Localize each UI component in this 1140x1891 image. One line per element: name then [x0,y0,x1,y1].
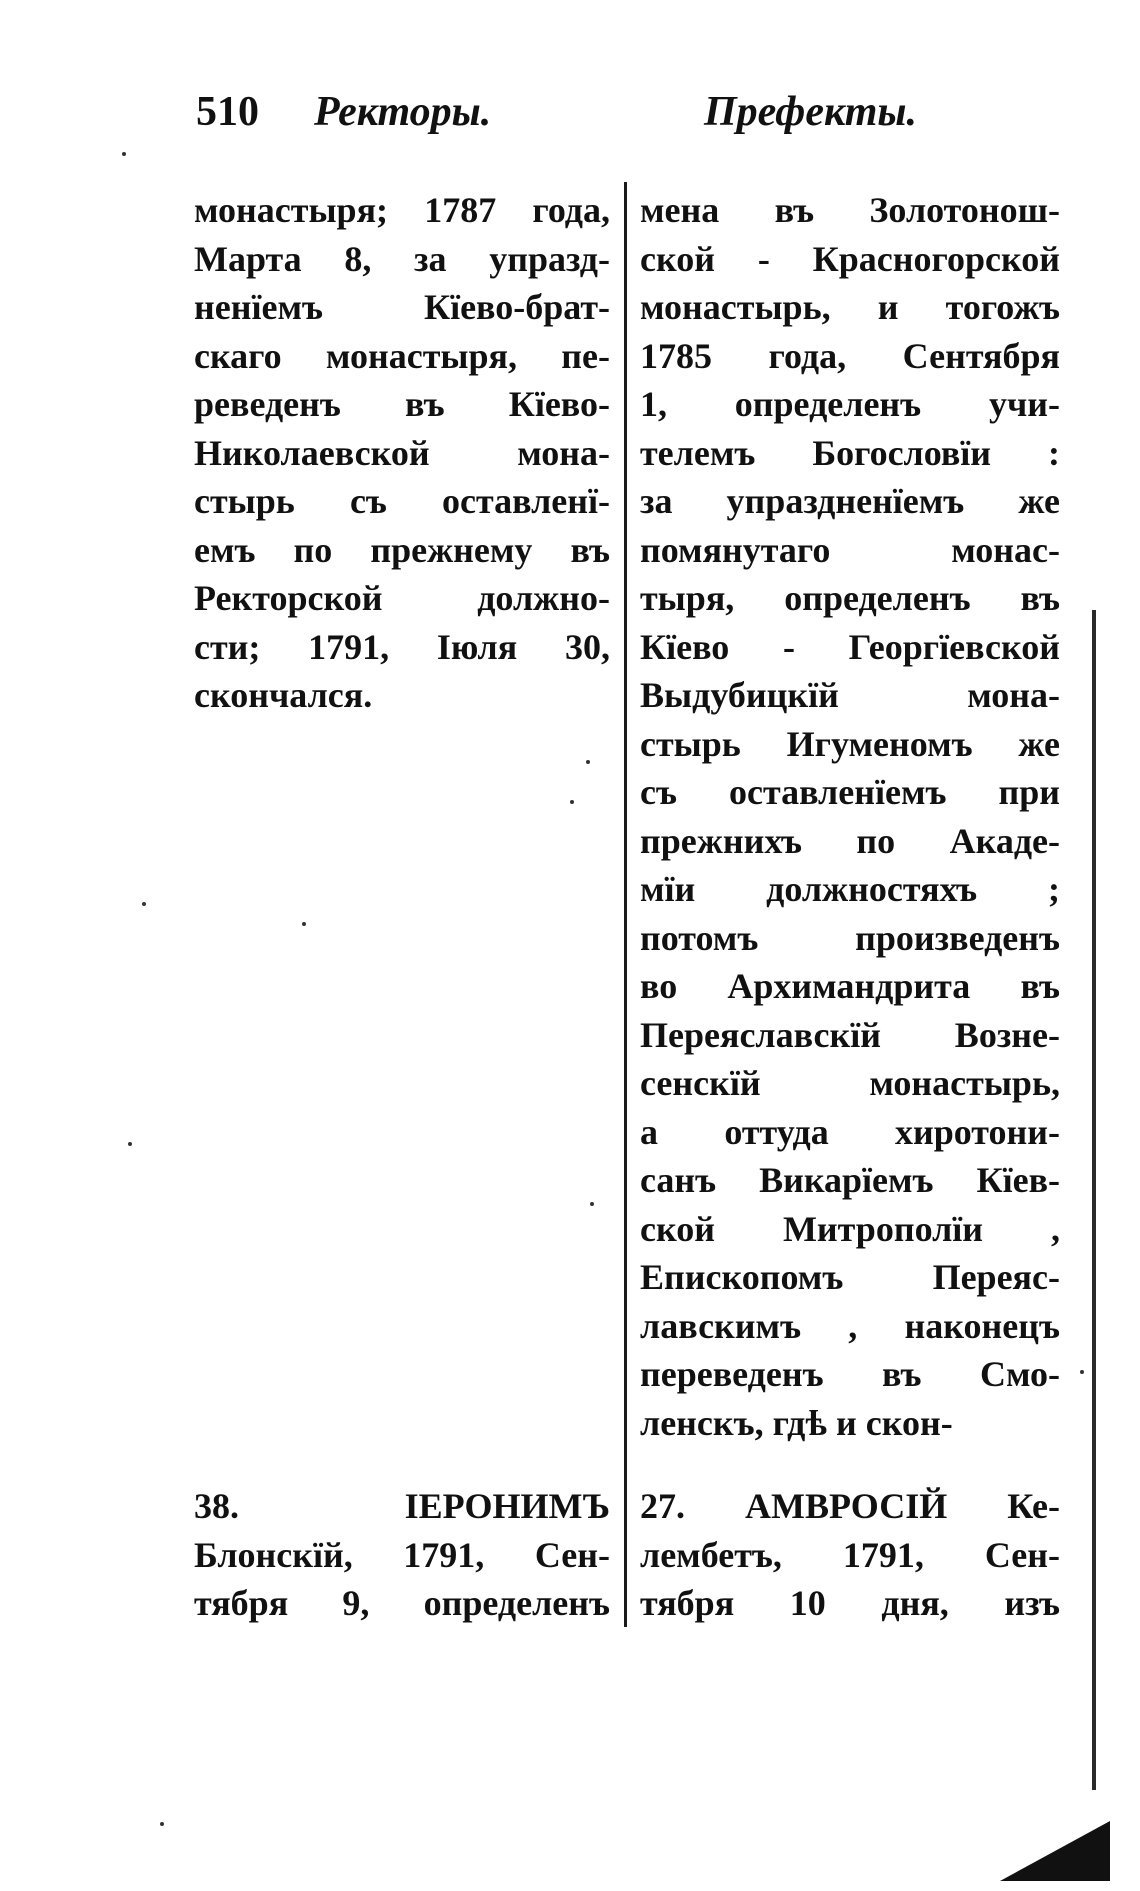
text-line: переведенъ въ Смо- [640,1354,1060,1394]
text-line: Епископомъ Переяс- [640,1257,1060,1297]
text-line: лавскимъ , наконецъ [640,1305,1060,1346]
text-line: телемъ Богословїи : [640,432,1060,473]
text-line: ленскъ, гдѣ и скон- [640,1402,953,1443]
text-line: Выдубицкїй мона- [640,675,1060,715]
text-line: Марта 8, за упразд- [194,238,610,279]
text-line: а оттуда хиротони- [640,1111,1060,1152]
text-line: стырь Игуменомъ же [640,723,1060,764]
ink-speck [302,922,306,926]
text-line: потомъ произведенъ [640,917,1060,958]
text-line: 27. АМВРОСІЙ Ке- [640,1486,1060,1526]
text-line: емъ по прежнему въ [194,529,610,570]
text-line: Ректорской должно- [194,578,610,618]
text-line: монастыря; 1787 года, [194,190,610,230]
ink-speck [1080,1370,1084,1374]
text-line: 38. ІЕРОНИМЪ [194,1486,610,1526]
text-line: съ оставленїемъ при [640,772,1060,812]
text-line: Блонскїй, 1791, Сен- [194,1534,610,1575]
text-line: мїи должностяхъ ; [640,869,1060,909]
text-line: тября 9, определенъ [194,1583,610,1623]
text-line: сенскїй монастырь, [640,1063,1060,1103]
text-line: Николаевской мона- [194,432,610,473]
text-line: скончался. [194,675,373,715]
entry-27-block [640,1482,1060,1628]
running-header [196,88,1140,148]
ink-speck [122,152,126,156]
text-line: во Архимандрита въ [640,966,1060,1006]
text-line: 1, определенъ учи- [640,384,1060,424]
text-line: ненїемъ Кїево-брат- [194,287,610,327]
ink-speck [590,1202,594,1206]
text-line: Переяславскїй Возне- [640,1014,1060,1055]
page-corner-shadow [1000,1821,1110,1881]
page-number: 510 [196,89,259,135]
text-line: тября 10 дня, изъ [640,1583,1060,1623]
ink-speck [142,902,146,906]
left-column-heading: Ректоры. [314,89,492,135]
text-line: за упраздненїемъ же [640,481,1060,521]
page-edge-line [1092,610,1096,1790]
text-line: тыря, определенъ въ [640,578,1060,618]
ink-speck [128,1142,132,1146]
column-divider [624,182,627,1627]
ink-speck [570,800,574,804]
text-line: стырь съ оставленї- [194,481,610,521]
text-line: Кїево - Георгїевской [640,626,1060,667]
text-line: монастырь, и тогожъ [640,287,1060,327]
text-line: санъ Викарїемъ Кїев- [640,1160,1060,1200]
text-line: мена въ Золотонош- [640,190,1060,230]
text-line: прежнихъ по Акаде- [640,820,1060,861]
right-column-text [640,186,1060,1447]
left-column-text [194,186,610,720]
right-column-heading: Префекты. [704,89,918,135]
text-line: сти; 1791, Іюля 30, [194,626,610,667]
text-line: 1785 года, Сентября [640,335,1060,376]
text-line: реведенъ въ Кїево- [194,384,610,424]
text-line: помянутаго монас- [640,529,1060,570]
entry-38-block [194,1482,610,1628]
text-line: ской Митрополїи , [640,1208,1060,1249]
text-line: скаго монастыря, пе- [194,335,610,376]
ink-speck [586,760,590,764]
text-line: ской - Красногорской [640,238,1060,279]
text-line: лембетъ, 1791, Сен- [640,1534,1060,1575]
ink-speck [160,1822,164,1826]
